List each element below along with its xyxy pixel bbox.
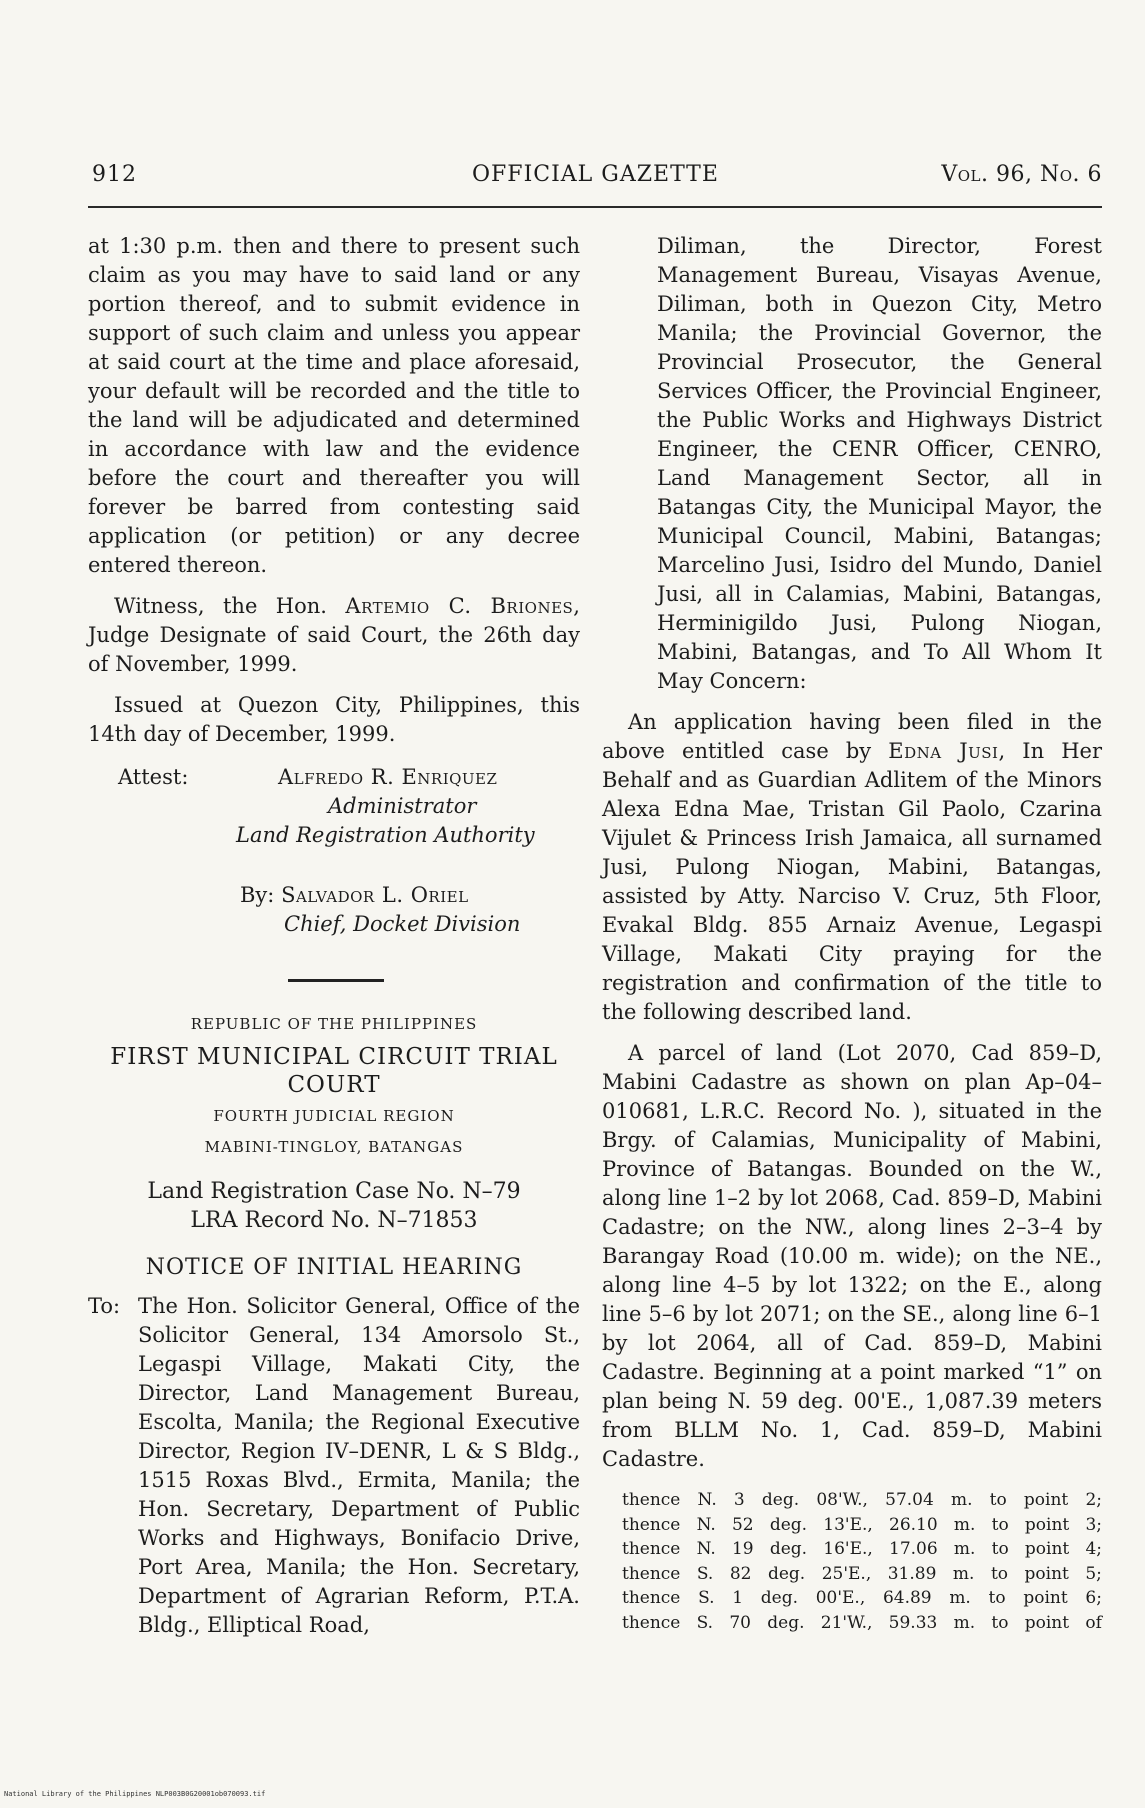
attestation-block (88, 763, 580, 947)
bearing-token: 08'W., (816, 1490, 868, 1510)
publication-title: OFFICIAL GAZETTE (472, 162, 719, 187)
bearing-token: thence (622, 1588, 681, 1608)
bearing-token: 21'W., (820, 1612, 873, 1633)
bearing-token: deg. (769, 1539, 808, 1559)
bearing-token: thence (622, 1514, 681, 1535)
bearing-token: thence (622, 1612, 681, 1633)
bearing-token: deg. (769, 1514, 808, 1535)
bearing-token: N. (696, 1514, 716, 1535)
bearing-token: to (991, 1539, 1009, 1559)
case-number: Land Registration Case No. N–79 (147, 1179, 521, 1204)
bearing-token: point (1024, 1563, 1069, 1584)
addressees-block (88, 1292, 580, 1640)
bearing-token: 13'E., (823, 1514, 873, 1535)
bearing-token: 82 (729, 1563, 752, 1584)
bearing-token: 2; (1085, 1490, 1102, 1510)
bearing-token: 17.06 (889, 1539, 938, 1559)
witness-name: Artemio C. Briones (345, 594, 574, 618)
bearing-token: m. (952, 1563, 975, 1584)
bearing-token: m. (950, 1490, 973, 1510)
witness-suffix: , Judge Designate of said Court, the 26th day of November, 1999. (88, 594, 580, 676)
bearing-token: m. (953, 1539, 976, 1559)
bearing-token: deg. (767, 1612, 805, 1633)
page-header (92, 162, 1102, 202)
bearing-token: of (1085, 1612, 1102, 1633)
attest-agency: Land Registration Authority (236, 823, 535, 847)
bearing-token: 25'E., (821, 1563, 872, 1584)
bearing-token: N. (697, 1490, 717, 1510)
bearing-token: 1 (732, 1588, 744, 1608)
bearing-token: m. (949, 1588, 971, 1608)
bearing-token: to (989, 1490, 1007, 1510)
bearing-row (622, 1611, 1102, 1636)
application-paragraph (602, 708, 1102, 1027)
bearing-token: to (991, 1514, 1009, 1535)
by-title: Chief, Docket Division (284, 912, 521, 936)
application-suffix: , In Her Behalf and as Guardian Adlitem of the Minors Alexa Edna Mae, Tristan Gil Paolo, Czarina Vijulet & Princess Irish Jamaica, all surnamed Jusi, Pulong Niogan, Mabini, Batangas, assisted by Atty. Narciso V. Cruz, 5th Floor, Evakal Bldg. 855 Arnaiz Avenue, Legaspi Village, Makati City praying for the registration and confirmation of the title to the following described land. (602, 739, 1102, 1024)
bearing-token: thence (622, 1539, 681, 1559)
bearing-token: S. (698, 1588, 715, 1608)
court-heading: FIRST MUNICIPAL CIRCUIT TRIAL COURT (110, 1044, 558, 1098)
bearing-token: 70 (729, 1612, 751, 1633)
bearing-token: N. (696, 1539, 716, 1559)
by-name: Salvador L. Oriel (281, 883, 469, 907)
to-label: To: (88, 1294, 121, 1318)
bearing-token: 3 (733, 1490, 745, 1510)
bearing-token: 57.04 (885, 1490, 934, 1510)
attest-label: Attest: (118, 765, 189, 789)
region-heading: FOURTH JUDICIAL REGION (213, 1107, 455, 1125)
bearing-token: 59.33 (888, 1612, 938, 1633)
notice-title: NOTICE OF INITIAL HEARING (145, 1255, 523, 1280)
bearing-token: m. (953, 1514, 976, 1535)
parcel-description: A parcel of land (Lot 2070, Cad 859–D, Mabini Cadastre as shown on plan Ap–04–010681, L.R.C. Record No. ), situated in the Brgy. of Calamias, Municipality of Mabini, Province of Batangas. Bounded on the W., along line 1–2 by lot 2068, Cad. 859–D, Mabini Cadastre; on the NW., along lines 2–3–4 by Barangay Road (10.00 m. wide); on the NE., along line 4–5 by lot 1322; on the E., along line 5–6 by lot 2071; on the SE., along line 6–1 by lot 2064, all of Cad. 859–D, Mabini Cadastre. Beginning at a point marked “1” on plan being N. 59 deg. 00'E., 1,087.39 meters from BLLM No. 1, Cad. 859–D, Mabini Cadastre. (602, 1041, 1102, 1471)
addressees-continued: Diliman, the Director, Forest Management Bureau, Visayas Avenue, Diliman, both in Quezon City, Metro Manila; the Provincial Governor, the Provincial Prosecutor, the General Services Officer, the Provincial Engineer, the Public Works and Highways District Engineer, the CENR Officer, CENRO, Land Management Sector, all in Batangas City, the Municipal Mayor, the Municipal Council, Mabini, Batangas; Marcelino Jusi, Isidro del Mundo, Daniel Jusi, all in Calamias, Mabini, Batangas, Herminigildo Jusi, Pulong Niogan, Mabini, Batangas, and To All Whom It May Concern: (657, 234, 1102, 693)
bearing-token: point (1024, 1612, 1070, 1633)
bearing-row (622, 1488, 1102, 1513)
application-prefix: An application having been filed in the above entitled case by (602, 710, 1102, 763)
addressees-text: The Hon. Solicitor General, Office of the Solicitor General, 134 Amorsolo St., Legaspi Village, Makati City, the Director, Land Management Bureau, Escolta, Manila; the Regional Executive Director, Region IV–DENR, L & S Bldg., 1515 Roxas Blvd., Ermita, Manila; the Hon. Secretary, Department of Public Works and Highways, Bonifacio Drive, Port Area, Manila; the Hon. Secretary, Department of Agrarian Reform, P.T.A. Bldg., Elliptical Road, (138, 1294, 580, 1637)
right-column (602, 232, 1102, 1635)
bearing-token: 6; (1085, 1588, 1102, 1608)
bearing-row (622, 1562, 1102, 1587)
issued-paragraph: Issued at Quezon City, Philippines, this 14th day of December, 1999. (88, 693, 580, 746)
bearing-token: point (1023, 1490, 1069, 1510)
bearing-token: to (991, 1612, 1009, 1633)
attest-title: Administrator (328, 794, 477, 818)
bearing-token: 3; (1085, 1514, 1102, 1535)
bearing-token: 31.89 (887, 1563, 937, 1584)
republic-heading: REPUBLIC OF THE PHILIPPINES (190, 1015, 478, 1033)
applicant-name: Edna Jusi (888, 739, 999, 763)
left-column (88, 232, 580, 1640)
bearing-token: point (1024, 1514, 1070, 1535)
scan-footer: National Library of the Philippines NLP003B0G20001ob070093.tif (4, 1790, 266, 1798)
bearing-token: 00'E., (815, 1588, 866, 1608)
bearing-token: 16'E., (823, 1539, 873, 1559)
volume-number: Vol. 96, No. 6 (941, 162, 1102, 187)
bearing-token: point (1024, 1539, 1070, 1559)
page-number: 912 (92, 162, 137, 187)
by-label: By: (240, 883, 275, 907)
section-divider (288, 979, 384, 982)
bearing-row (622, 1513, 1102, 1538)
bearing-token: S. (696, 1612, 714, 1633)
bearing-token: point (1023, 1588, 1068, 1608)
bearing-row (622, 1586, 1102, 1611)
bearing-token: to (990, 1563, 1009, 1584)
bearing-token: thence (622, 1563, 681, 1584)
bearing-token: m. (953, 1612, 976, 1633)
bearing-token: 52 (731, 1514, 754, 1535)
header-rule (88, 206, 1102, 208)
bearing-token: S. (696, 1563, 714, 1584)
boundary-bearings (602, 1488, 1102, 1635)
bearing-token: deg. (767, 1563, 806, 1584)
bearing-token: 64.89 (882, 1588, 932, 1608)
witness-prefix: Witness, the Hon. (114, 594, 327, 618)
bearing-row (622, 1537, 1102, 1562)
bearing-token: 26.10 (889, 1514, 938, 1535)
signatory-line (240, 881, 469, 910)
lra-record-number: LRA Record No. N–71853 (190, 1208, 478, 1233)
witness-paragraph (88, 592, 580, 679)
summons-paragraph: at 1:30 p.m. then and there to present such claim as you may have to said land or any portion thereof, and to submit evidence in support of such claim and unless you appear at said court at the time and place aforesaid, your default will be recorded and the title to the land will be adjudicated and determined in accordance with law and the evidence before the court and thereafter you will forever be barred from contesting said application (or petition) or any decree entered thereon. (88, 234, 580, 577)
bearing-token: 4; (1085, 1539, 1102, 1559)
bearing-token: deg. (761, 1490, 800, 1510)
bearing-token: to (988, 1588, 1006, 1608)
bearing-token: 19 (731, 1539, 754, 1559)
bearing-token: deg. (760, 1588, 798, 1608)
bearing-token: 5; (1085, 1563, 1102, 1584)
municipality-heading: MABINI-TINGLOY, BATANGAS (204, 1138, 464, 1156)
bearing-token: thence (622, 1490, 681, 1510)
attest-name: Alfredo R. Enriquez (278, 765, 498, 789)
